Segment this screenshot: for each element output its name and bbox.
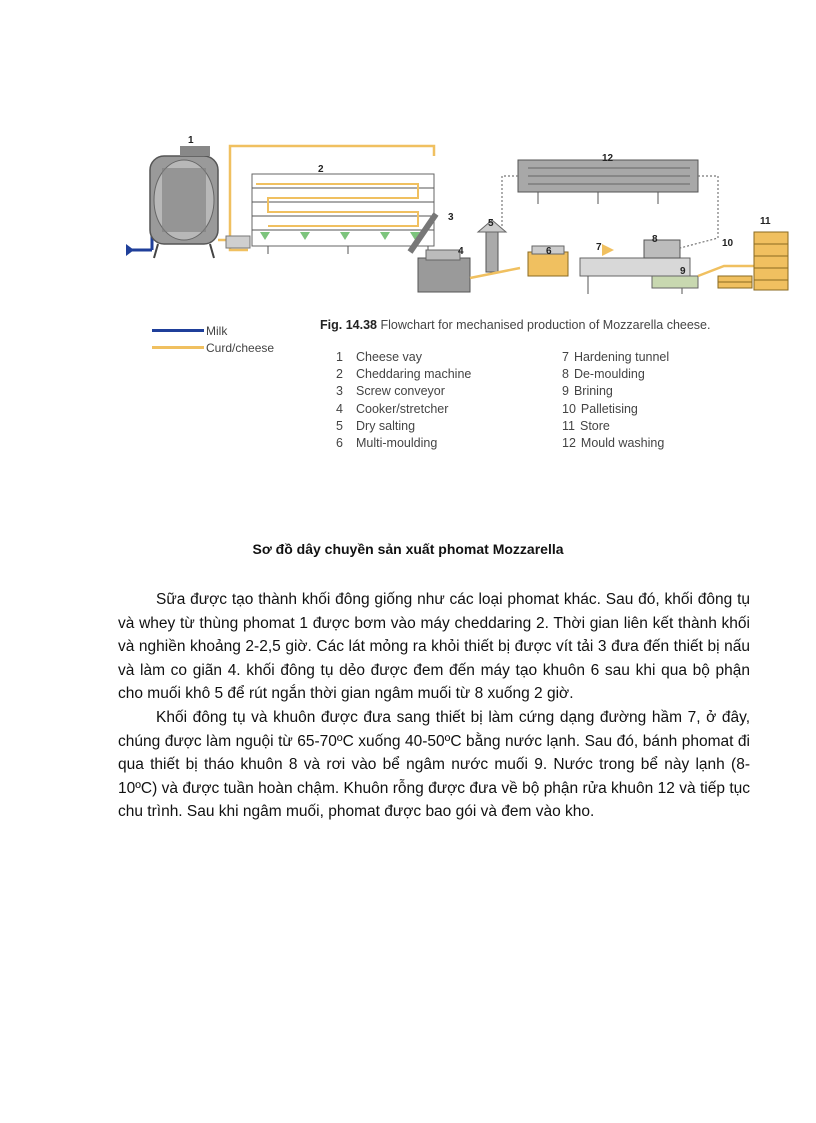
station-number-2: 2: [318, 164, 324, 175]
figure-key-right: [562, 349, 669, 452]
key-item: [336, 349, 471, 366]
key-number: 11: [562, 418, 575, 433]
legend-item-curd: [152, 339, 274, 356]
figure-caption-text: Flowchart for mechanised production of Mozzarella cheese.: [376, 318, 711, 332]
key-number: 2: [336, 367, 343, 382]
key-item: [562, 383, 669, 400]
key-item: [336, 366, 471, 383]
figure-caption-number: Fig. 14.38: [320, 318, 377, 332]
legend-label-milk: Milk: [206, 323, 228, 338]
key-label: Mould washing: [580, 436, 665, 451]
key-item: [562, 366, 669, 383]
station-number-5: 5: [488, 218, 494, 229]
key-item: [336, 401, 471, 418]
key-label: Store: [579, 418, 610, 433]
body-text: [118, 588, 750, 824]
key-item: [336, 435, 471, 452]
key-number: 7: [562, 350, 569, 364]
key-number: 6: [336, 436, 343, 451]
de-moulding: [644, 240, 680, 258]
curd-line-swatch: [152, 346, 204, 349]
legend-label-curd: Curd/cheese: [206, 340, 275, 355]
station-number-6: 6: [546, 246, 552, 257]
key-label: Dry salting: [356, 418, 416, 433]
pump: [226, 236, 250, 248]
key-number: 3: [336, 384, 343, 399]
key-item: [562, 435, 669, 452]
key-label: Cheddaring machine: [356, 367, 472, 382]
paragraph: Sữa được tạo thành khối đông giống như các loại phomat khác. Sau đó, khối đông tụ và whey từ thùng phomat 1 được bơm vào máy cheddaring 2. Thời gian liên kết thành khối và nghiền khoảng 2-2,5 giờ. Các lát mỏng ra khỏi thiết bị được vít tải 3 đưa đến thiết bị nấu và làm co giãn 4. khối đông tụ dẻo được đem đến máy tạo khuôn 6 sau khi qua bộ phận cho muối khô 5 để rút ngắn thời gian ngâm muối từ 8 xuống 2 giờ.: [118, 591, 750, 703]
station-number-1: 1: [188, 135, 194, 146]
key-label: De-moulding: [573, 367, 645, 382]
key-number: 9: [562, 384, 569, 399]
section-title: Sơ đồ dây chuyền sản xuất phomat Mozzarella: [252, 541, 564, 557]
station-number-12: 12: [602, 153, 614, 164]
key-number: 1: [336, 350, 343, 364]
key-item: [562, 401, 669, 418]
key-label: Palletising: [580, 401, 638, 416]
key-label: Hardening tunnel: [573, 350, 670, 364]
station-number-7: 7: [596, 242, 602, 253]
station-number-4: 4: [458, 246, 464, 257]
mozzarella-flowchart-figure: [118, 128, 798, 308]
key-number: 12: [562, 436, 576, 451]
palletising: [718, 276, 752, 288]
figure-caption: [320, 318, 710, 332]
dry-salting: [470, 220, 520, 278]
cheese-vat: [150, 146, 218, 258]
key-item: [336, 418, 471, 435]
station-number-9: 9: [680, 266, 686, 277]
station-number-11: 11: [760, 216, 771, 227]
key-label: Multi-moulding: [356, 436, 438, 451]
key-label: Screw conveyor: [356, 384, 445, 399]
milk-inlet-arrow: [126, 226, 152, 256]
key-number: 5: [336, 418, 343, 433]
key-label: Brining: [573, 384, 613, 399]
key-item: [562, 418, 669, 435]
paragraph: Khối đông tụ và khuôn được đưa sang thiết bị làm cứng dạng đường hầm 7, ở đây, chúng được làm nguội từ 65-70ºC xuống 40-50ºC bằng nước lạnh. Sau đó, bánh phomat đi qua thiết bị tháo khuôn 8 và rơi vào bể ngâm nước muối 9. Nước trong bể này lạnh (8-10ºC) và được tuần hoàn chậm. Khuôn rỗng được đưa về bộ phận rửa khuôn 12 và tiếp tục chu trình. Sau khi ngâm muối, phomat được bao gói và đem vào kho.: [118, 708, 750, 821]
store-pallets: [754, 232, 788, 290]
station-number-3: 3: [448, 212, 454, 223]
station-number-8: 8: [652, 234, 658, 245]
key-label: Cooker/stretcher: [356, 401, 449, 416]
legend-item-milk: [152, 322, 274, 339]
figure-key-left: [336, 349, 471, 452]
station-number-10: 10: [722, 238, 734, 249]
key-item: [336, 383, 471, 400]
key-number: 4: [336, 401, 343, 416]
key-number: 10: [562, 401, 576, 416]
key-item: [562, 349, 669, 366]
cheddaring-machine: [252, 174, 434, 254]
milk-line-swatch: [152, 329, 204, 332]
key-number: 8: [562, 367, 569, 382]
key-label: Cheese vay: [356, 350, 423, 364]
figure-legend: [152, 322, 274, 356]
mould-washing: [518, 160, 698, 204]
